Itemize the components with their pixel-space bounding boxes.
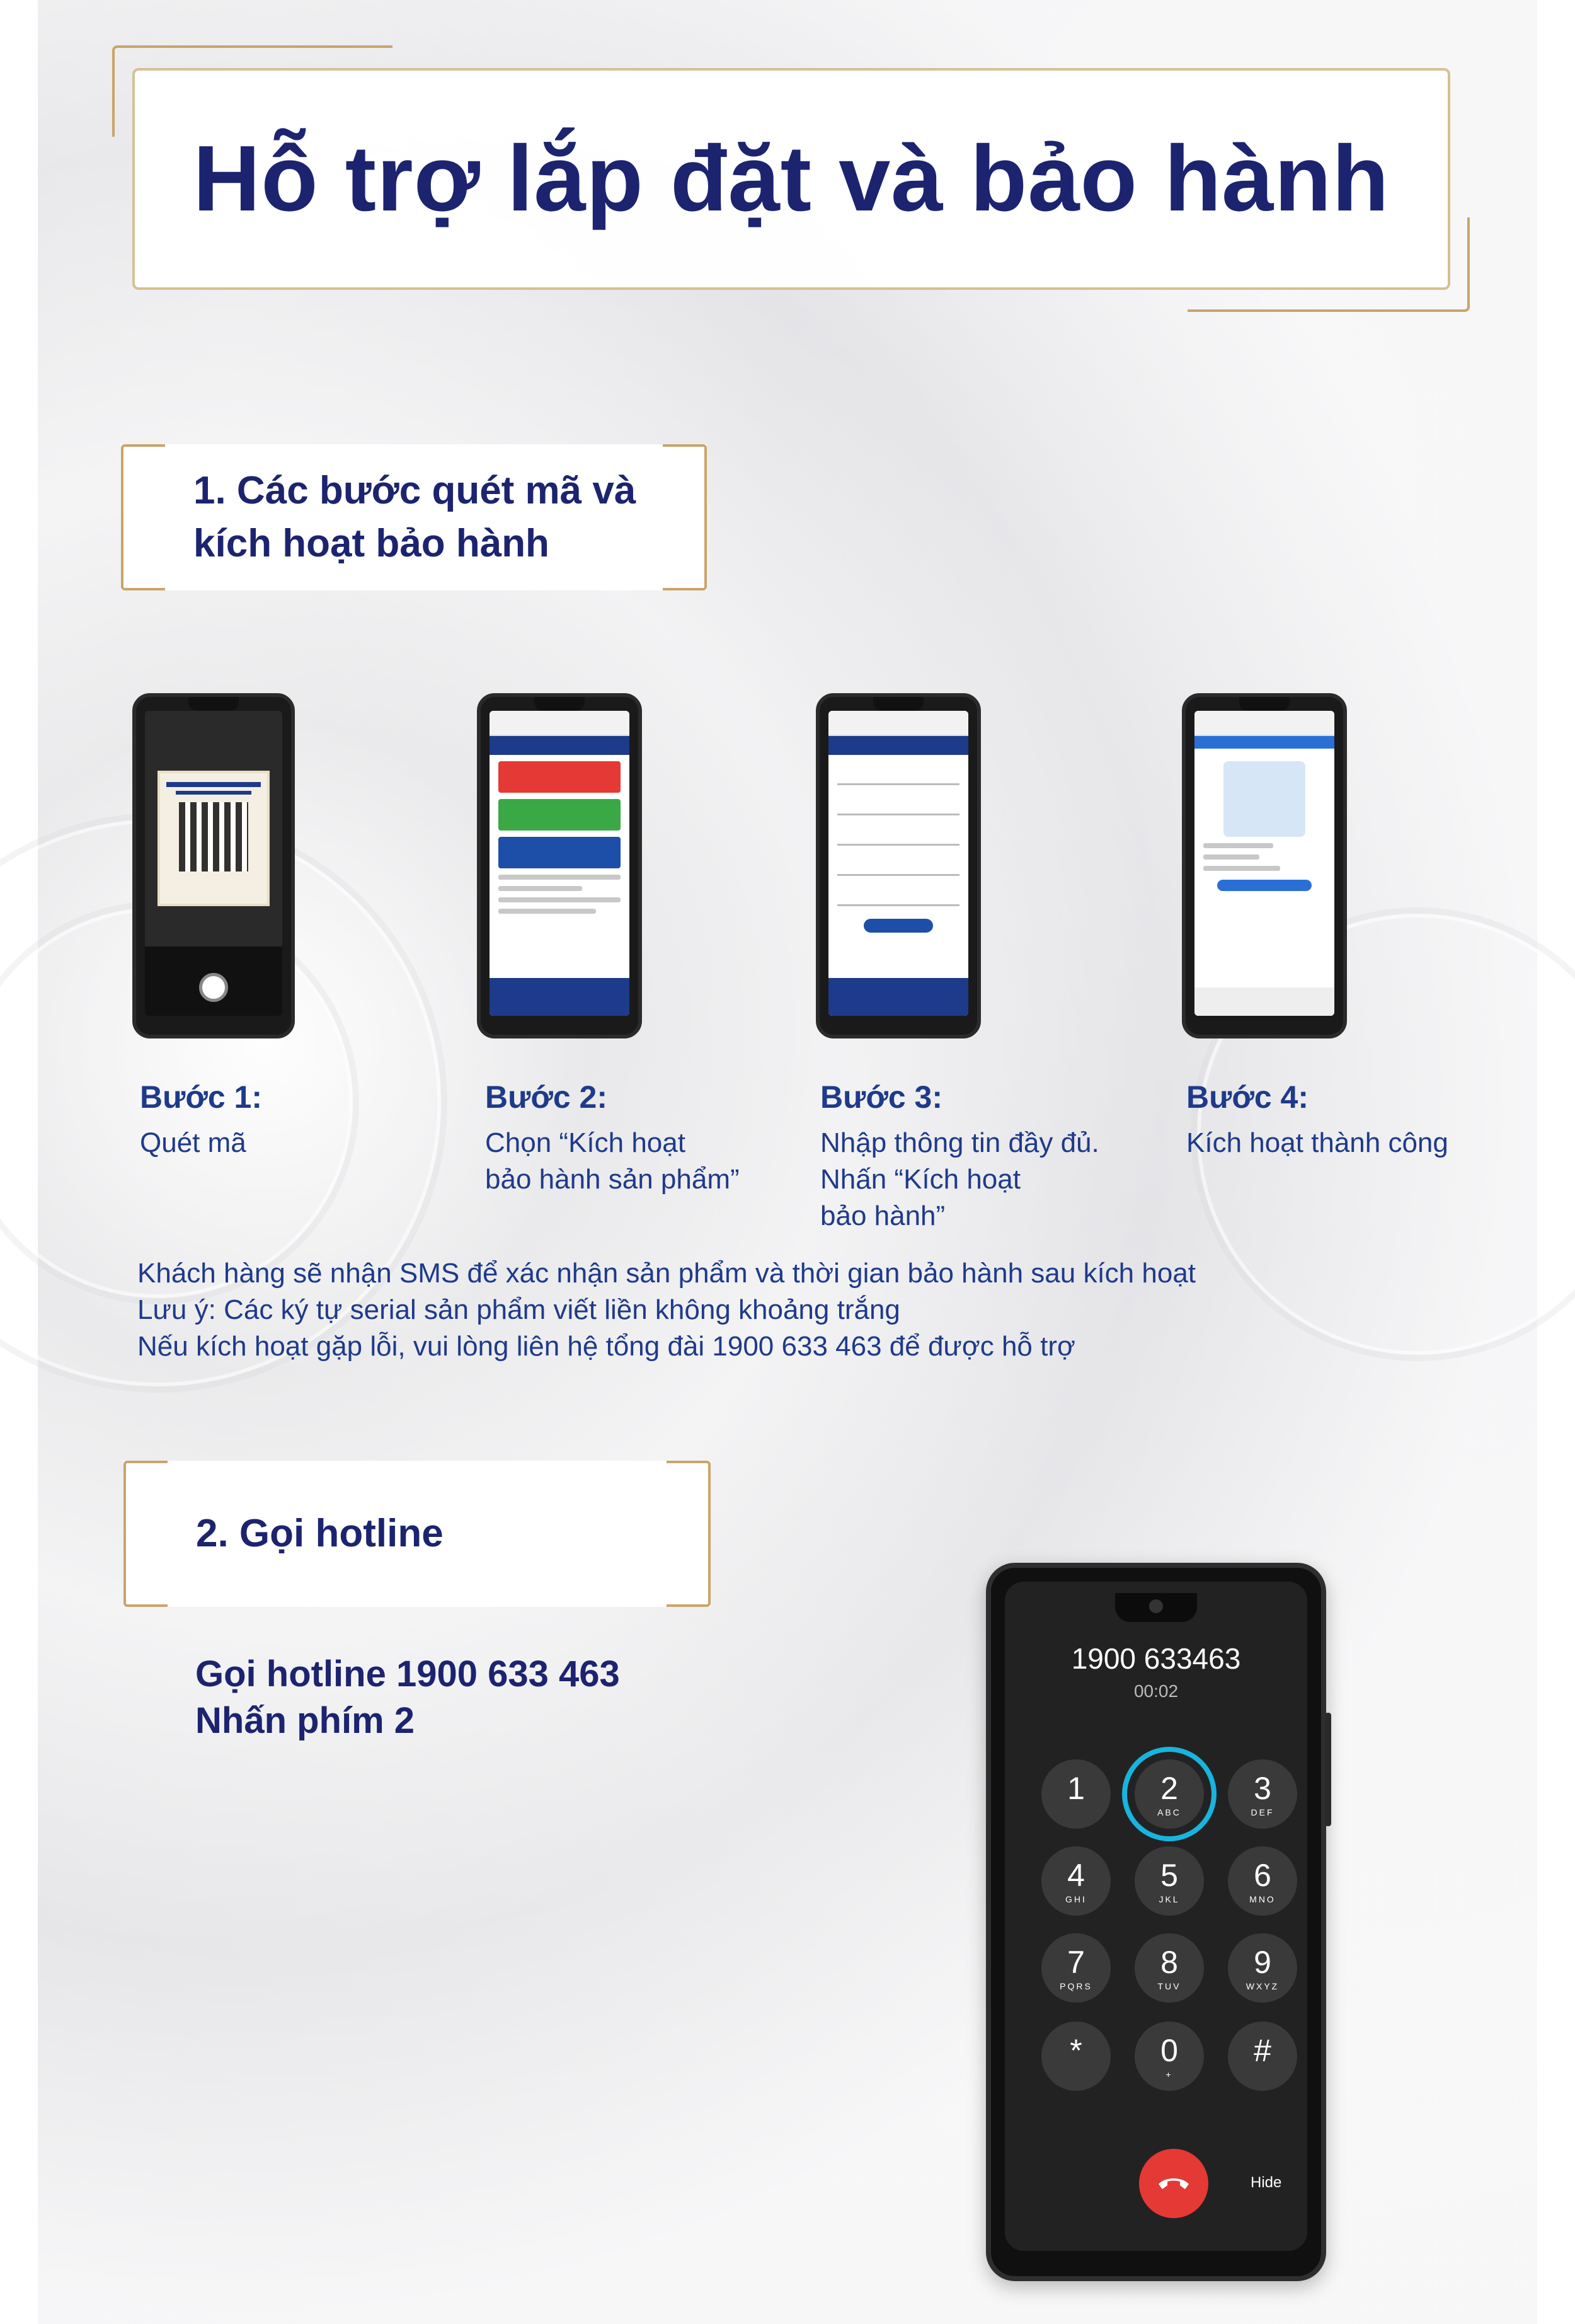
key-1[interactable]: 1: [1041, 1759, 1111, 1829]
phone-step3-form: [816, 693, 981, 1038]
phone-step2-menu: [477, 693, 642, 1038]
key-5[interactable]: 5 JKL: [1135, 1846, 1204, 1916]
key-9[interactable]: 9 WXYZ: [1228, 1933, 1297, 2003]
note-support: Nếu kích hoạt gặp lỗi, vui lòng liên hệ tổng đài 1900 633 463 để được hỗ trợ: [137, 1331, 1075, 1362]
key-3[interactable]: 3 DEF: [1228, 1759, 1297, 1829]
step1-desc: Quét mã: [140, 1127, 246, 1158]
section1-heading-line1: 1. Các bước quét mã và: [193, 469, 636, 512]
step3-desc: Nhập thông tin đầy đủ. Nhấn “Kích hoạt bảo hành”: [820, 1127, 1099, 1231]
step2-desc: Chọn “Kích hoạt bảo hành sản phẩm”: [485, 1127, 740, 1195]
key-hash[interactable]: #: [1228, 2022, 1297, 2091]
section1-heading-line2: kích hoạt bảo hành: [193, 522, 549, 565]
note-serial: Lưu ý: Các ký tự serial sản phẩm viết liền không khoảng trắng: [137, 1294, 900, 1325]
hide-keypad-button[interactable]: Hide: [1251, 2174, 1282, 2191]
title-banner: [132, 68, 1450, 290]
dialer-screen: [1005, 1582, 1307, 2251]
dialed-number: 1900 633463: [1071, 1642, 1241, 1675]
step3-title: Bước 3:: [820, 1079, 943, 1115]
shutter-button-icon: [199, 973, 228, 1002]
key-0[interactable]: 0 +: [1135, 2022, 1204, 2091]
phone-step1-scan: [132, 693, 295, 1038]
end-call-button[interactable]: [1139, 2149, 1208, 2218]
section2-heading: 2. Gọi hotline: [196, 1512, 444, 1555]
water-purifier-icon: [1223, 761, 1305, 837]
key-8[interactable]: 8 TUV: [1135, 1933, 1204, 2003]
key-4[interactable]: 4 GHI: [1041, 1846, 1111, 1916]
press-key-text: Nhấn phím 2: [195, 1700, 415, 1741]
call-timer: 00:02: [1133, 1681, 1179, 1701]
hotline-number-text: Gọi hotline 1900 633 463: [195, 1654, 620, 1694]
hotline-instructions: [195, 1651, 620, 1744]
phone-step4-success: [1182, 693, 1347, 1038]
step4-title: Bước 4:: [1186, 1079, 1309, 1115]
hang-up-icon: [1156, 2174, 1191, 2193]
activation-notes: [137, 1255, 1196, 1365]
note-sms: Khách hàng sẽ nhận SMS để xác nhận sản phẩm và thời gian bảo hành sau kích hoạt: [137, 1258, 1196, 1289]
key-7[interactable]: 7 PQRS: [1041, 1933, 1111, 2003]
key-2[interactable]: 2 ABC: [1135, 1759, 1204, 1829]
page-title: Hỗ trợ lắp đặt và bảo hành: [193, 127, 1390, 231]
qr-code-icon: [158, 771, 270, 906]
key-star[interactable]: *: [1041, 2022, 1111, 2091]
key-6[interactable]: 6 MNO: [1228, 1846, 1297, 1916]
step1-title: Bước 1:: [140, 1079, 263, 1115]
section1-header: [121, 444, 707, 590]
dialer-phone: [986, 1563, 1326, 2281]
step2-title: Bước 2:: [485, 1079, 608, 1115]
section2-header: [123, 1461, 711, 1607]
step4-desc: Kích hoạt thành công: [1186, 1127, 1448, 1158]
